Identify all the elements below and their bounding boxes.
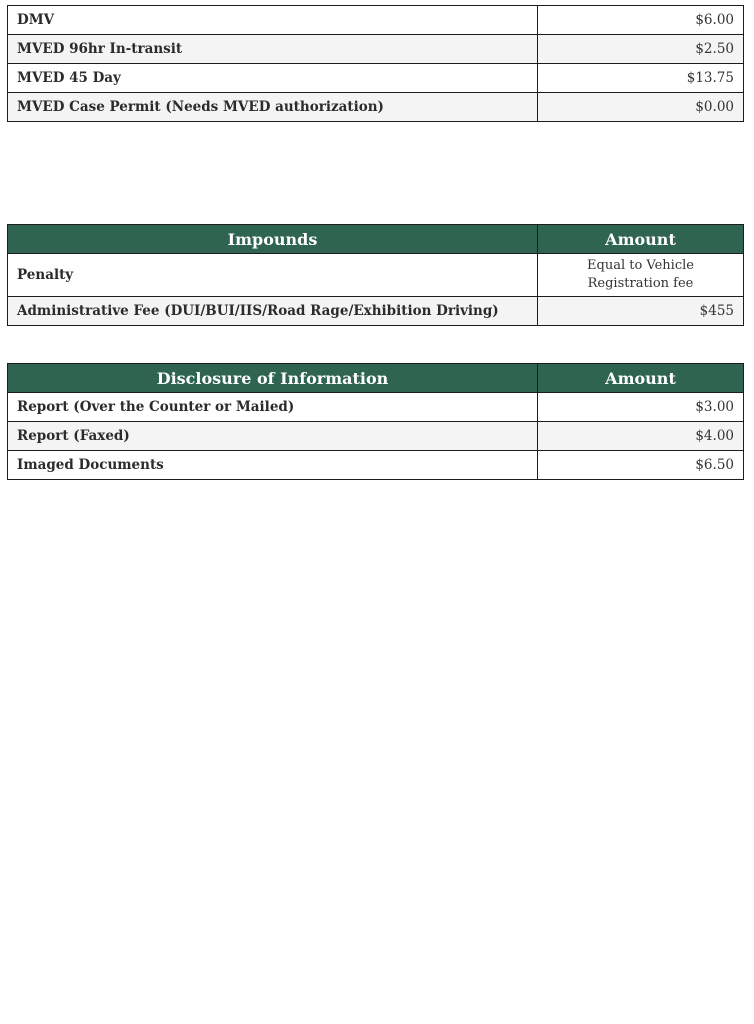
table-row bbox=[8, 93, 744, 122]
table-row bbox=[8, 6, 744, 35]
fee-amount: $2.50 bbox=[538, 35, 744, 64]
fee-amount: $6.50 bbox=[538, 451, 744, 480]
impounds-header: Impounds bbox=[8, 225, 538, 254]
table-row bbox=[8, 35, 744, 64]
table-row bbox=[8, 254, 744, 297]
amount-line: Equal to Vehicle bbox=[587, 258, 694, 273]
fee-amount: $0.00 bbox=[538, 93, 744, 122]
fee-amount: $13.75 bbox=[538, 64, 744, 93]
amount-line: Registration fee bbox=[587, 276, 694, 291]
fee-label: Administrative Fee (DUI/BUI/IIS/Road Rage/Exhibition Driving) bbox=[8, 297, 538, 326]
fee-label: Imaged Documents bbox=[8, 451, 538, 480]
fee-amount bbox=[538, 254, 744, 297]
fee-amount: $455 bbox=[538, 297, 744, 326]
disclosure-header: Disclosure of Information bbox=[8, 364, 538, 393]
table-row bbox=[8, 422, 744, 451]
fee-amount: $4.00 bbox=[538, 422, 744, 451]
fee-label: Report (Over the Counter or Mailed) bbox=[8, 393, 538, 422]
fee-label: MVED Case Permit (Needs MVED authorization) bbox=[8, 93, 538, 122]
fee-label: DMV bbox=[8, 6, 538, 35]
table-row bbox=[8, 451, 744, 480]
fee-label: Report (Faxed) bbox=[8, 422, 538, 451]
fee-amount: $3.00 bbox=[538, 393, 744, 422]
impounds-table bbox=[7, 224, 744, 326]
amount-header: Amount bbox=[538, 225, 744, 254]
amount-header: Amount bbox=[538, 364, 744, 393]
table-header-row bbox=[8, 225, 744, 254]
table-header-row bbox=[8, 364, 744, 393]
fee-label: MVED 96hr In-transit bbox=[8, 35, 538, 64]
table-row bbox=[8, 64, 744, 93]
disclosure-table bbox=[7, 363, 744, 480]
permit-fee-table bbox=[7, 5, 744, 122]
fee-amount: $6.00 bbox=[538, 6, 744, 35]
table-row bbox=[8, 393, 744, 422]
table-row bbox=[8, 297, 744, 326]
fee-label: Penalty bbox=[8, 254, 538, 297]
fee-label: MVED 45 Day bbox=[8, 64, 538, 93]
